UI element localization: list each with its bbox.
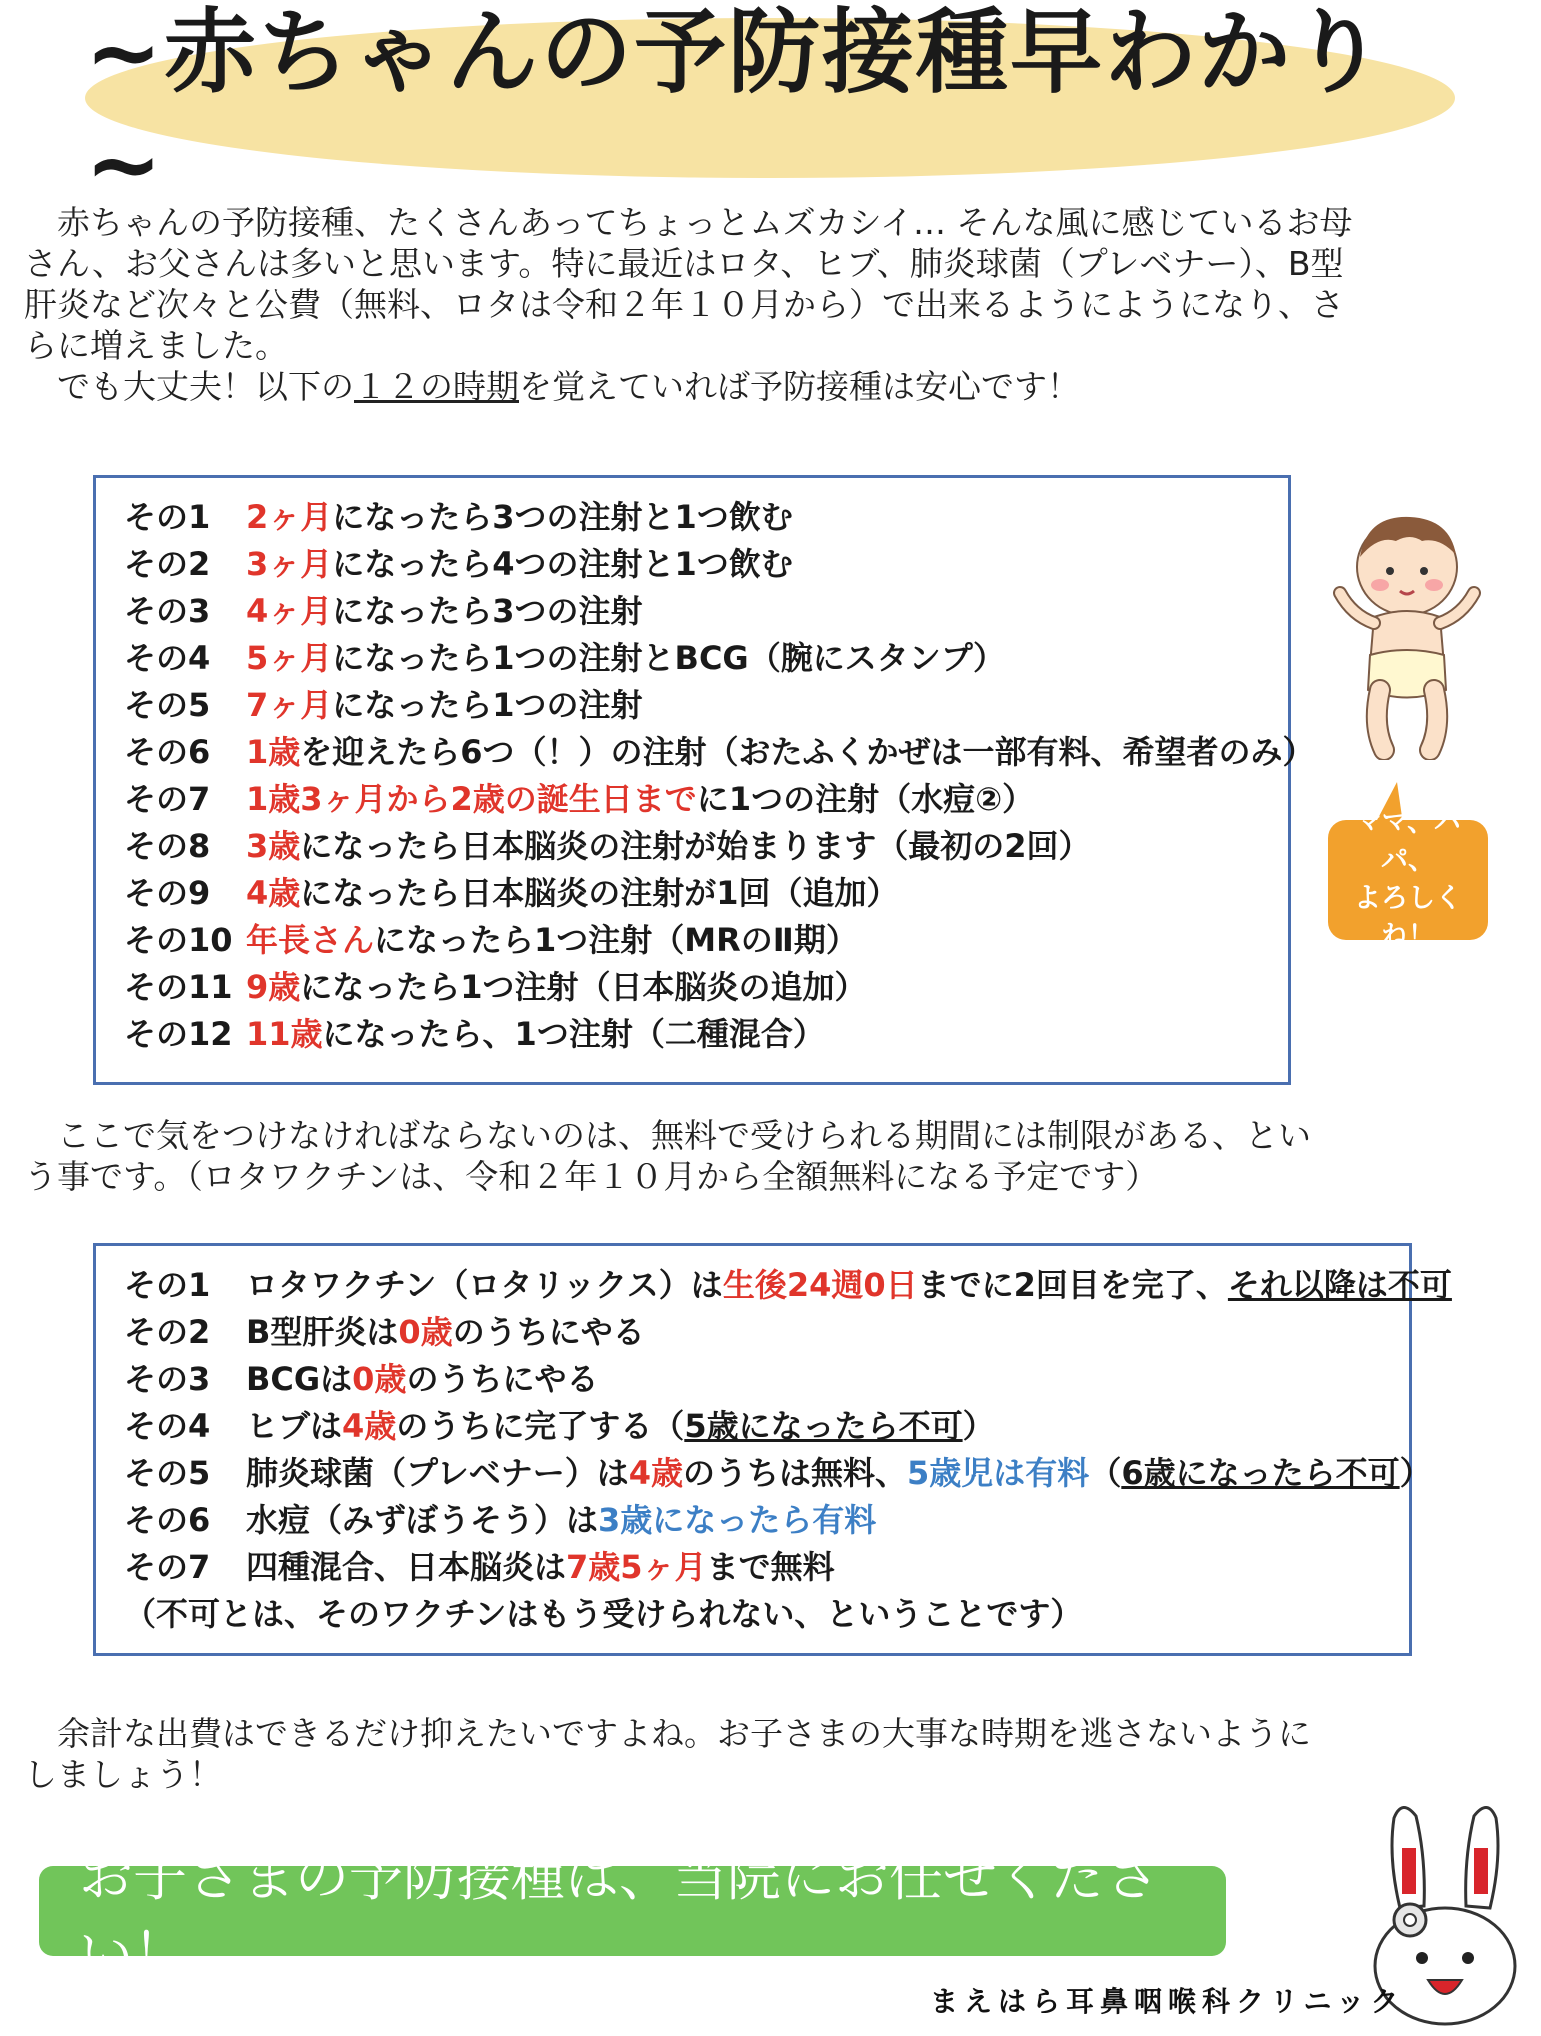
limit-number: その1 (124, 1266, 211, 1304)
limit-text: まで無料 (706, 1548, 835, 1586)
schedule-text: になったら、1つ注射（二種混合） (322, 1015, 825, 1053)
schedule-row (124, 868, 899, 914)
limit-text: ロタワクチン（ロタリックス）は (246, 1266, 723, 1304)
schedule-timing: 9歳 (246, 968, 301, 1006)
limit-underlined: それ以降は不可 (1227, 1266, 1452, 1304)
speech-bubble-text (1328, 804, 1488, 956)
schedule-number: その1 (124, 498, 211, 536)
schedule-row (124, 821, 1091, 867)
intro-line: らに増えました。 (24, 326, 288, 365)
intro-underlined: １２の時期 (354, 367, 519, 406)
schedule-number: その2 (124, 545, 211, 583)
schedule-row (124, 633, 1005, 679)
schedule-timing: 3歳 (246, 827, 301, 865)
limit-number: その4 (124, 1407, 211, 1445)
limit-highlight-blue: 5歳児は有料 (907, 1454, 1090, 1492)
middle-text (24, 1115, 1524, 1197)
bubble-line: よろしくね！ (1354, 883, 1462, 952)
limit-number: その6 (124, 1501, 211, 1539)
clinic-name: まえはら耳鼻咽喉科クリニック (930, 1985, 1405, 2018)
schedule-text: になったら1つの注射 (332, 686, 643, 724)
limit-number: その7 (124, 1548, 211, 1586)
speech-bubble (1328, 807, 1488, 952)
limit-highlight: 生後24週0日 (722, 1266, 918, 1304)
schedule-box (93, 475, 1315, 1085)
baby-illustration (1322, 505, 1492, 760)
limit-text: BCGは (246, 1360, 353, 1398)
schedule-number: その6 (124, 733, 211, 771)
limit-highlight-blue: 3歳になったら有料 (598, 1501, 877, 1539)
intro-line (24, 366, 1524, 407)
schedule-timing: 7ヶ月 (246, 686, 333, 724)
limit-row (124, 1401, 995, 1447)
schedule-timing: 1歳3ヶ月から2歳の誕生日まで (246, 780, 697, 818)
schedule-row (124, 962, 867, 1008)
schedule-row (124, 586, 643, 632)
intro-line: さん、お父さんは多いと思います。特に最近はロタ、ヒブ、肺炎球菌（プレベナー）、B型 (24, 244, 1344, 283)
limit-text: B型肝炎は (246, 1313, 399, 1351)
schedule-number: その10 (124, 921, 233, 959)
schedule-number: その7 (124, 780, 211, 818)
title-banner (85, 0, 1455, 218)
schedule-text: になったら4つの注射と1つ飲む (332, 545, 793, 583)
schedule-timing: 1歳 (246, 733, 301, 771)
schedule-row (124, 539, 793, 585)
limit-underlined: 5歳になったら不可 (684, 1407, 963, 1445)
limits-box (93, 1243, 1452, 1656)
schedule-timing: 5ヶ月 (246, 639, 333, 677)
call-to-action-banner (39, 1845, 1226, 1985)
bubble-line: ママ、パパ、 (1354, 807, 1462, 876)
schedule-number: その9 (124, 874, 211, 912)
limit-text: のうちは無料、 (683, 1454, 908, 1492)
schedule-row (124, 774, 1034, 820)
limit-row (124, 1495, 876, 1541)
limit-text: までに2回目を完了、 (917, 1266, 1228, 1304)
limit-row (124, 1354, 598, 1400)
limit-text: 四種混合、日本脳炎は (246, 1548, 567, 1586)
schedule-timing: 3ヶ月 (246, 545, 333, 583)
limit-text: 肺炎球菌（プレベナー）は (246, 1454, 629, 1492)
schedule-row (124, 492, 793, 538)
limit-highlight: 7歳5ヶ月 (566, 1548, 707, 1586)
intro-text (24, 202, 1524, 407)
schedule-text: になったら3つの注射と1つ飲む (332, 498, 793, 536)
schedule-text: になったら日本脳炎の注射が始まります（最初の2回） (300, 827, 1091, 865)
schedule-text: に1つの注射（水痘②） (696, 780, 1035, 818)
schedule-row (124, 915, 858, 961)
limit-highlight: 0歳 (398, 1313, 453, 1351)
limit-highlight: 4歳 (628, 1454, 684, 1492)
limit-row (124, 1542, 835, 1588)
schedule-text: になったら1つ注射（日本脳炎の追加） (300, 968, 867, 1006)
limit-highlight: 4歳 (342, 1407, 397, 1445)
schedule-number: その5 (124, 686, 211, 724)
intro-text-segment: を覚えていれば予防接種は安心です！ (519, 367, 1080, 406)
limit-row (124, 1260, 1452, 1306)
schedule-text: になったら1つの注射とBCG（腕にスタンプ） (332, 639, 1006, 677)
limit-text: ） (1399, 1454, 1432, 1492)
schedule-number: その12 (124, 1015, 233, 1053)
schedule-number: その3 (124, 592, 211, 630)
page-title: ~赤ちゃんの予防接種早わかり~ (85, 0, 1387, 218)
schedule-number: その8 (124, 827, 211, 865)
intro-text-segment: でも大丈夫！以下の (24, 367, 354, 406)
limit-highlight: 0歳 (352, 1360, 407, 1398)
schedule-timing: 4歳 (246, 874, 301, 912)
limit-text: のうちにやる (452, 1313, 645, 1351)
limit-number: その3 (124, 1360, 211, 1398)
schedule-row (124, 680, 643, 726)
intro-line: 赤ちゃんの予防接種、たくさんあってちょっとムズカシイ… そんな風に感じているお母 (24, 203, 1353, 242)
schedule-row (124, 1009, 825, 1055)
limit-text: ） (962, 1407, 995, 1445)
intro-line: 肝炎など次々と公費（無料、ロタは令和２年１０月から）で出来るようにようになり、さ (24, 285, 1344, 324)
schedule-timing: 4ヶ月 (246, 592, 333, 630)
banner-text: お子さまの予防接種は、当院にお任せください！ (79, 1845, 1159, 1985)
schedule-timing: 年長さん (246, 921, 375, 959)
limit-text: ヒブは (246, 1407, 343, 1445)
limit-row (124, 1307, 645, 1353)
schedule-text: になったら1つ注射（MRのⅡ期） (374, 921, 858, 959)
limit-text: （ (1089, 1454, 1122, 1492)
schedule-text: を迎えたら6つ（！）の注射（おたふくかぜは一部有料、希望者のみ） (300, 733, 1315, 771)
schedule-timing: 11歳 (246, 1015, 323, 1053)
closing-text (24, 1713, 1524, 1795)
closing-line: しましょう！ (24, 1755, 222, 1794)
schedule-number: その4 (124, 639, 211, 677)
limit-number: その5 (124, 1454, 211, 1492)
schedule-row (124, 727, 1315, 773)
schedule-text: になったら3つの注射 (332, 592, 643, 630)
schedule-text: になったら日本脳炎の注射が1回（追加） (300, 874, 899, 912)
limit-note: （不可とは、そのワクチンはもう受けられない、ということです） (124, 1595, 1083, 1633)
limit-text: のうちにやる (406, 1360, 599, 1398)
limit-number: その2 (124, 1313, 211, 1351)
limit-underlined: 6歳になったら不可 (1121, 1454, 1400, 1492)
limit-row (124, 1448, 1432, 1494)
closing-line: 余計な出費はできるだけ抑えたいですよね。お子さまの大事な時期を逃さないように (24, 1714, 1311, 1753)
middle-line: う事です。（ロタワクチンは、令和２年１０月から全額無料になる予定です） (24, 1157, 1159, 1196)
middle-line: ここで気をつけなければならないのは、無料で受けられる期間には制限がある、とい (24, 1116, 1311, 1155)
schedule-timing: 2ヶ月 (246, 498, 333, 536)
schedule-number: その11 (124, 968, 233, 1006)
limit-text: 水痘（みずぼうそう）は (246, 1501, 599, 1539)
limit-text: のうちに完了する（ (396, 1407, 685, 1445)
